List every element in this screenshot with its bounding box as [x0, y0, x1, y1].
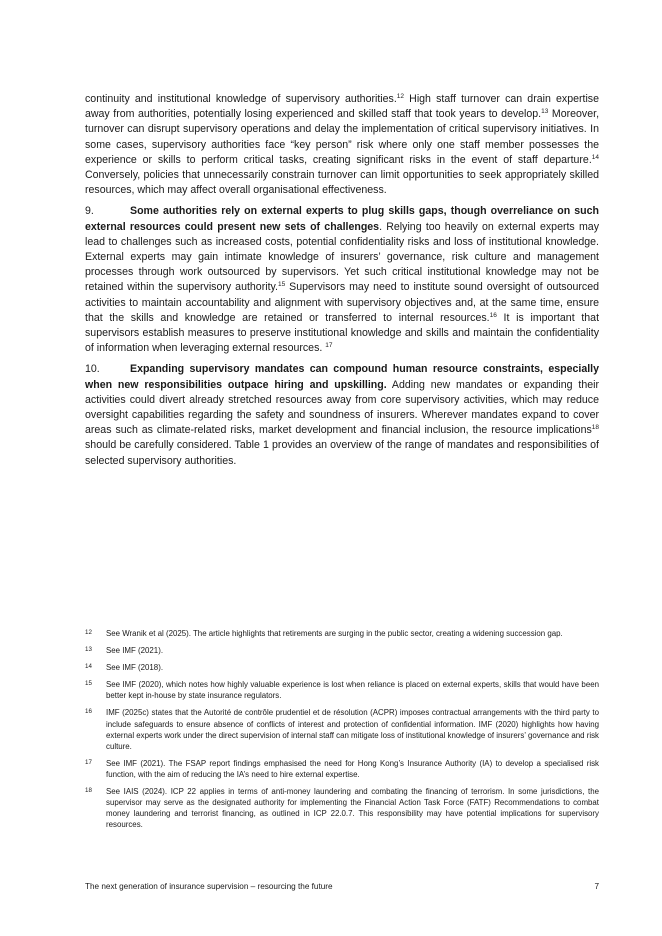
- page-number: 7: [594, 882, 599, 891]
- footnote-ref[interactable]: 18: [591, 424, 599, 432]
- paragraph: [85, 92, 599, 198]
- footnote-number: 16: [85, 708, 92, 716]
- paragraph-number: 10.: [85, 363, 100, 376]
- paragraph-lead: Expanding supervisory mandates can compound human resource constraints, especially when new responsibilities outpace hiring and upskilling.: [85, 363, 599, 391]
- footnote-number: 17: [85, 758, 92, 766]
- footnote-ref[interactable]: 12: [396, 93, 405, 100]
- paragraph-text: continuity and institutional knowledge of supervisory authorities.: [85, 93, 397, 105]
- body-text: [85, 92, 599, 475]
- paragraph: [85, 204, 599, 356]
- footnote-number: 18: [85, 787, 92, 795]
- footnote-number: 13: [85, 646, 92, 654]
- footnote-text: See IMF (2018).: [106, 663, 164, 673]
- footnote-number: 15: [85, 680, 92, 688]
- footnote-ref[interactable]: 13: [541, 108, 549, 116]
- footnote-text: See IAIS (2024). ICP 22 applies in terms of anti-money laundering and combating the financing of terrorism. In some jurisdictions, the supervisor may serve as the designated authority for implementing the Financial Action Task Force (FATF) Recommendations to combat money laundering and terrorist financing, as outlined in ICP 22.0.7. This responsibility may have potential implications for supervisory resources.: [106, 787, 599, 830]
- footnote-ref[interactable]: 17: [325, 342, 333, 350]
- paragraph-lead: Some authorities rely on external experts to plug skills gaps, though overreliance on such external resources could present new sets of challenges: [85, 205, 599, 233]
- paragraph-text: It is important that supervisors establish measures to preserve institutional knowledge and skills and maintain the confidentiality of information when leveraging external resources.: [85, 311, 600, 355]
- footnote: [85, 786, 599, 830]
- paragraph: [85, 362, 599, 468]
- paragraph-text: Moreover, turnover can disrupt supervisory operations and delay the implementation of critical supervisory initiatives. In some cases, supervisory authorities face “key person” risk where only one staff member possesses the experience or skills to perform critical tasks, creating significant risks in the event of staff departure.: [85, 108, 600, 166]
- footnote-text: See IMF (2021).: [106, 646, 164, 656]
- footnote: [85, 662, 599, 673]
- footnote: [85, 679, 599, 701]
- footnote-text: IMF (2025c) states that the Autorité de contrôle prudentiel et de résolution (ACPR) imposes contractual arrangements with the third party to include safeguards to ensure absence of conflicts of interest and protection of confidential information. IMF (2020) highlights how having external experts work under the direct supervision of internal staff can mitigate loss of institutional knowledge of insurers’ governance and risk culture.: [106, 708, 599, 751]
- paragraph-number: 9.: [85, 205, 94, 218]
- footnote: [85, 628, 599, 639]
- paragraph-text: . Relying too heavily on external experts may lead to challenges such as increased costs, potential confidentiality risks and loss of institutional knowledge. External experts may gain intimate knowledge of insurers’ governance, risk culture and management processes through work outsourced by supervisors. Yet such critical institutional knowledge may not be retained within the supervisory authority.: [85, 220, 599, 294]
- footnote-number: 14: [85, 663, 92, 671]
- footnote-ref[interactable]: 15: [277, 281, 286, 289]
- footnotes: [85, 628, 599, 836]
- footnote: [85, 758, 599, 780]
- paragraph-text: should be carefully considered. Table 1 provides an overview of the range of mandates and responsibilities of selected supervisory authorities.: [85, 439, 599, 467]
- footnote-text: See IMF (2020), which notes how highly valuable experience is lost when reliance is placed on external experts, skills that would have been better kept in-house by state insurance regulators.: [106, 680, 599, 701]
- page-footer: [85, 882, 599, 891]
- footnote-text: See Wranik et al (2025). The article highlights that retirements are surging in the public sector, creating a widening succession gap.: [106, 629, 563, 638]
- paragraph-text: High staff turnover can drain expertise away from authorities, potentially losing experienced and skilled staff that took years to develop.: [85, 93, 599, 121]
- footnote: [85, 707, 599, 751]
- footnote-number: 12: [85, 629, 92, 636]
- paragraph-text: Adding new mandates or expanding their activities could divert already stretched resources away from core supervisory activities, which may reduce oversight capabilities regarding the safety and soundness of insurers. Wherever mandates expand to cover areas such as climate-related risks, market development and financial inclusion, the resource implications: [85, 378, 599, 437]
- paragraph-text: Supervisors may need to institute sound oversight of outsourced activities to maintain accountability and alignment with supervisory objectives and, at the same time, ensure that the skills and knowledge are retained or transferred to internal resources.: [85, 281, 599, 324]
- footnote: [85, 645, 599, 656]
- footnote-ref[interactable]: 14: [591, 153, 599, 161]
- footnote-ref[interactable]: 16: [489, 311, 497, 319]
- footer-title: The next generation of insurance supervision – resourcing the future: [85, 882, 333, 891]
- footnote-text: See IMF (2021). The FSAP report findings emphasised the need for Hong Kong’s Insurance Authority (IA) to develop a specialised risk function, with the aim of reducing the IA’s need to hire external expertise.: [106, 758, 599, 779]
- paragraph-text: Conversely, policies that unnecessarily constrain turnover can limit opportunities to seek appropriately skilled resources, which may affect overall organisational effectiveness.: [85, 169, 599, 197]
